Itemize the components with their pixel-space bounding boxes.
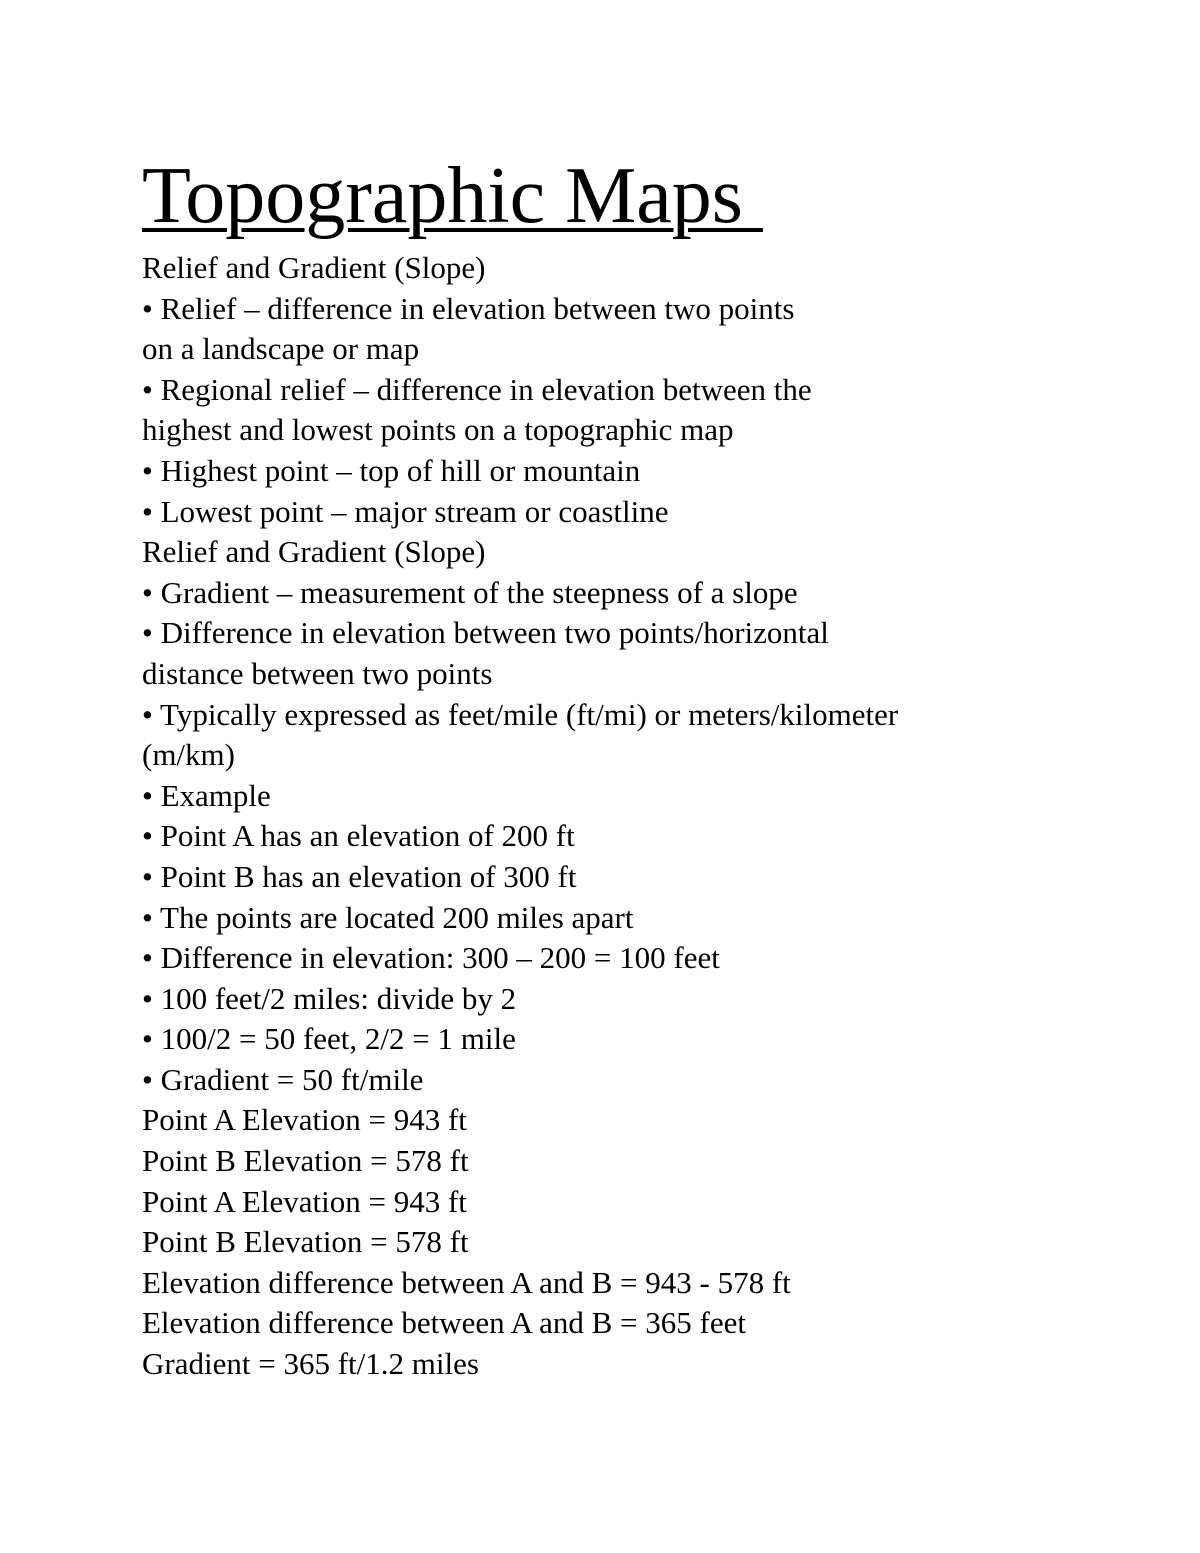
- text-line: Point B Elevation = 578 ft: [142, 1224, 469, 1260]
- text-line: Elevation difference between A and B = 943 - 578 ft: [142, 1264, 791, 1300]
- text-line: • Point B has an elevation of 300 ft: [142, 858, 577, 894]
- text-line: • Gradient = 50 ft/mile: [142, 1061, 424, 1097]
- text-line: Point A Elevation = 943 ft: [142, 1183, 467, 1219]
- text-line: • Example: [142, 777, 271, 813]
- section-heading: Relief and Gradient (Slope): [142, 250, 486, 285]
- text-line: Gradient = 365 ft/1.2 miles: [142, 1346, 479, 1382]
- text-line: • 100/2 = 50 feet, 2/2 = 1 mile: [142, 1021, 516, 1057]
- document-body: [142, 150, 1142, 1385]
- text-line: (m/km): [142, 737, 235, 773]
- text-line: • Typically expressed as feet/mile (ft/mi) or meters/kilometer: [142, 696, 899, 732]
- text-line: • Regional relief – difference in elevation between the: [142, 371, 812, 407]
- text-line: Elevation difference between A and B = 365 feet: [142, 1305, 746, 1341]
- text-line: • Gradient – measurement of the steepness of a slope: [142, 574, 798, 610]
- text-line: Point A Elevation = 943 ft: [142, 1102, 467, 1138]
- text-line: • Difference in elevation: 300 – 200 = 100 feet: [142, 940, 720, 976]
- text-line: • Point A has an elevation of 200 ft: [142, 818, 575, 854]
- section-heading: Relief and Gradient (Slope): [142, 534, 486, 570]
- text-line: • The points are located 200 miles apart: [142, 899, 634, 935]
- text-line: • Highest point – top of hill or mountain: [142, 452, 641, 488]
- text-line: • Relief – difference in elevation between two points: [142, 290, 795, 326]
- text-line: • Difference in elevation between two points/horizontal: [142, 615, 829, 651]
- text-line: highest and lowest points on a topographic map: [142, 412, 734, 448]
- text-line: • Lowest point – major stream or coastline: [142, 493, 669, 529]
- document-title: Topographic Maps: [142, 152, 763, 240]
- text-line: distance between two points: [142, 655, 493, 691]
- text-line: • 100 feet/2 miles: divide by 2: [142, 980, 517, 1016]
- text-line: Point B Elevation = 578 ft: [142, 1143, 469, 1179]
- text-line: on a landscape or map: [142, 331, 420, 367]
